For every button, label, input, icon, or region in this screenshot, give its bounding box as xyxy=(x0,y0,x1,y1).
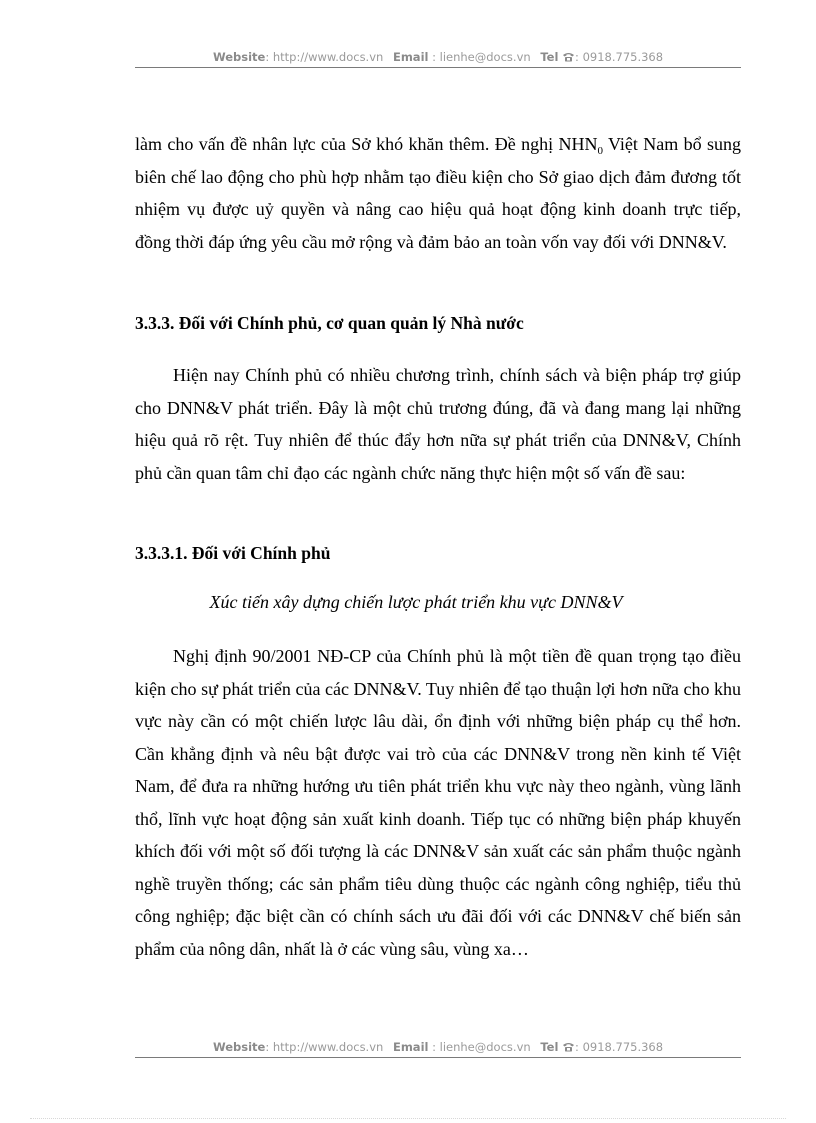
paragraph-3: Nghị định 90/2001 NĐ-CP của Chính phủ là một tiền đề quan trọng tạo điều kiện cho sự phát triển của các DNN&V. Tuy nhiên để tạo thuận lợi hơn nữa cho khu vực này cần có một chiến lược lâu dài, ổn định với những biện pháp cụ thể hơn. Cần khẳng định và nêu bật được vai trò của các DNN&V trong nền kinh tế Việt Nam, để đưa ra những hướng ưu tiên phát triển khu vực này theo ngành, vùng lãnh thổ, lĩnh vực hoạt động sản xuất kinh doanh. Tiếp tục có những biện pháp khuyến khích đối với một số đối tượng là các DNN&V sản xuất các sản phẩm thuộc ngành nghề truyền thống; các sản phẩm tiêu dùng thuộc các ngành công nghiệp, tiểu thủ công nghiệp; đặc biệt cần có chính sách ưu đãi đối với các DNN&V chế biến sản phẩm của nông dân, nhất là ở các vùng sâu, vùng xa… xyxy=(135,646,741,959)
page-edge-divider xyxy=(30,1118,786,1119)
footer-email-value[interactable]: : lienhe@docs.vn xyxy=(432,1040,531,1054)
paragraph-1-subscript: 0 xyxy=(597,145,603,157)
paragraph-1 xyxy=(135,128,741,258)
footer-website-label: Website xyxy=(212,1040,266,1054)
footer-email-label: Email xyxy=(392,1040,429,1054)
header-email-value[interactable]: : lienhe@docs.vn xyxy=(432,50,531,64)
telephone-icon xyxy=(562,1042,575,1052)
section-heading-3-3-3: 3.3.3. Đối với Chính phủ, cơ quan quản lý Nhà nước xyxy=(135,313,524,333)
paragraph-1-text-a: làm cho vấn đề nhân lực của Sở khó khăn thêm. Đề nghị NHN xyxy=(135,134,598,154)
page-footer xyxy=(135,1040,741,1058)
page-header xyxy=(135,50,741,68)
footer-tel-label: Tel xyxy=(540,1040,559,1054)
footer-divider xyxy=(135,1057,741,1058)
header-divider xyxy=(135,67,741,68)
header-tel-value: : 0918.775.368 xyxy=(575,50,664,64)
header-website-label: Website xyxy=(212,50,266,64)
paragraph-2: Hiện nay Chính phủ có nhiều chương trình, chính sách và biện pháp trợ giúp cho DNN&V phát triển. Đây là một chủ trương đúng, đã và đang mang lại những hiệu quả rõ rệt. Tuy nhiên để thúc đẩy hơn nữa sự phát triển của DNN&V, Chính phủ cần quan tâm chỉ đạo các ngành chức năng thực hiện một số vấn đề sau: xyxy=(135,365,741,483)
italic-subheading: Xúc tiến xây dựng chiến lược phát triển khu vực DNN&V xyxy=(209,592,623,612)
header-email-label: Email xyxy=(392,50,429,64)
section-heading-3-3-3-1: 3.3.3.1. Đối với Chính phủ xyxy=(135,543,331,563)
footer-website-value[interactable]: : http://www.docs.vn xyxy=(265,1040,384,1054)
footer-tel-value: : 0918.775.368 xyxy=(575,1040,664,1054)
paragraph-1-text-b: Việt Nam bổ sung biên chế lao động cho phù hợp nhằm tạo điều kiện cho Sở giao dịch đảm đương tốt nhiệm vụ được uỷ quyền và nâng cao hiệu quả hoạt động kinh doanh trực tiếp, đồng thời đáp ứng yêu cầu mở rộng và đảm bảo an toàn vốn vay đối với DNN&V. xyxy=(135,134,742,252)
telephone-icon xyxy=(562,52,575,62)
header-website-value[interactable]: : http://www.docs.vn xyxy=(265,50,384,64)
header-tel-label: Tel xyxy=(540,50,559,64)
